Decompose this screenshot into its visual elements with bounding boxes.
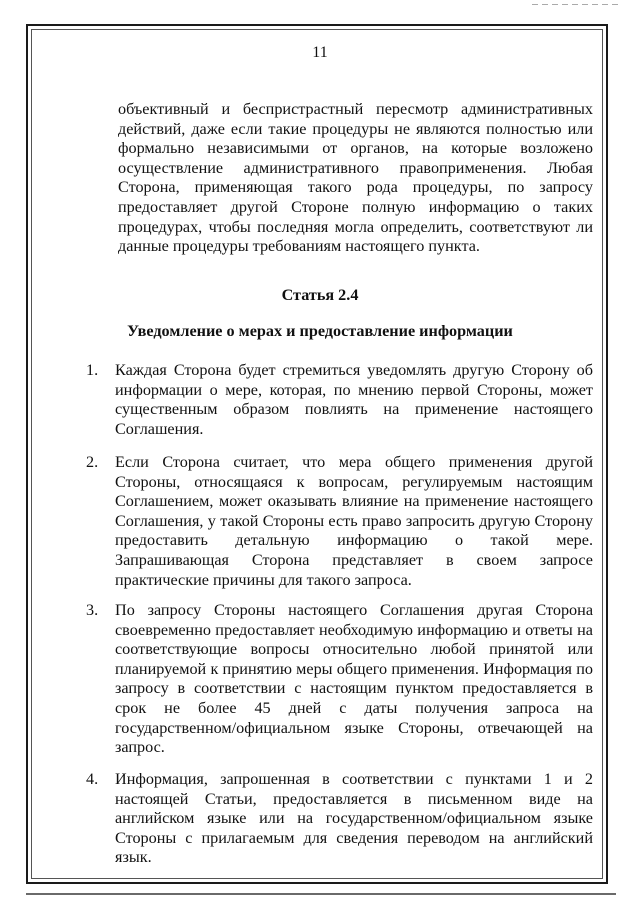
- list-item-text: По запросу Стороны настоящего Соглашения другая Сторона своевременно предоставляет необходимую информацию и ответы на соответствующие вопросы относительно любой принятой или планируемой к принятию меры общего применения. Информация по запросу в соответствии с настоящим пунктом предоставляется в срок не более 45 дней с даты получения запроса на государственном/официальном языке Стороны, отвечающей на запрос.: [115, 601, 593, 757]
- scan-corner-mark: [532, 4, 622, 5]
- list-item-text: Каждая Сторона будет стремиться уведомлять другую Сторону об информации о мере, которая, по мнению первой Стороны, может существенным образом повлиять на применение настоящего Соглашения.: [115, 361, 593, 438]
- list-item: [86, 453, 593, 590]
- article-number: Статья 2.4: [281, 286, 359, 304]
- list-item-text: Если Сторона считает, что мера общего применения другой Стороны, относящаяся к вопросам, регулируемым настоящим Соглашением, может оказывать влияние на применение настоящего Соглашения, у такой Стороны есть право запросить другую Сторону предоставить детальную информацию о такой мере. Запрашивающая Сторона представляет в своем запросе практические причины для такого запроса.: [115, 453, 593, 589]
- list-item-number: 2.: [86, 453, 99, 471]
- intro-paragraph: объективный и беспристрастный пересмотр административных действий, даже если такие процедуры не являются полностью или формально независимыми от органов, на которые возложено осуществление административного правоприменения. Любая Сторона, применяющая такого рода процедуры, по запросу предоставляет другой Стороне полную информацию о таких процедурах, чтобы последняя могла определить, соответствуют ли данные процедуры требованиям настоящего пункта.: [118, 100, 593, 256]
- list-item: [86, 770, 593, 868]
- list-item: [86, 601, 593, 758]
- list-item: [86, 361, 593, 439]
- list-item-text: Информация, запрошенная в соответствии с пунктами 1 и 2 настоящей Статьи, предоставляется в письменном виде на английском языке или на государственном/официальном языке Стороны с прилагаемым для сведения переводом на английский язык.: [115, 770, 593, 867]
- page-number: 11: [312, 44, 328, 61]
- list-item-number: 3.: [86, 601, 99, 619]
- list-item-number: 4.: [86, 770, 99, 788]
- article-title: Уведомление о мерах и предоставление информации: [127, 322, 513, 340]
- list-item-number: 1.: [86, 361, 99, 379]
- scan-edge-line: [26, 893, 616, 895]
